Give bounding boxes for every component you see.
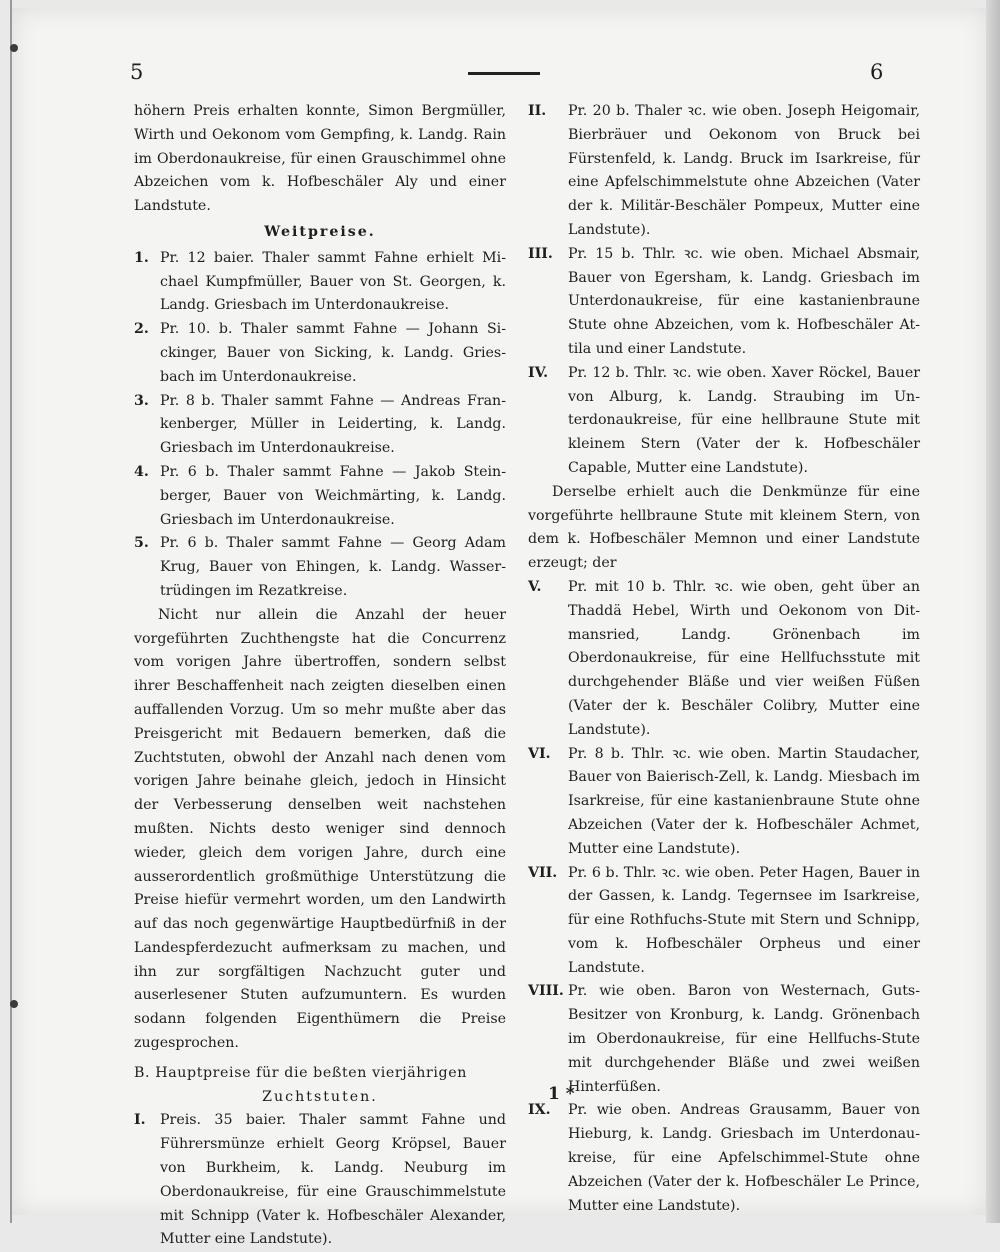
section-title: Weitpreise. — [264, 223, 376, 240]
page-edge — [986, 0, 1000, 1223]
prize-text: Pr. 12 baier. Thaler sammt Fahne erhielt Michael Kumpfmüller, Bauer von St. Georgen, k. Landg. Griesbach im Unterdonaukreise. — [160, 249, 506, 314]
prize-item — [134, 247, 506, 318]
prize-text: Pr. wie oben. Andreas Grausamm, Bauer von Hieburg, k. Landg. Griesbach im Unterdonaukreise, für eine Apfelschimmel-Stute ohne Abzeichen (Vater der k. Hofbeschäler Le Prince, Mutter eine Landstute). — [568, 1102, 920, 1214]
prize-number: II. — [528, 103, 547, 119]
intro-text: höhern Preis erhalten konnte, Simon Bergmüller, Wirth und Oekonom vom Gempfing, k. Landg. Rain im Oberdonaukreise, für einen Grauschimmel ohne Abzeichen vom k. Hofbeschäler Aly und einer Landstute. — [134, 103, 506, 215]
prize-item — [528, 743, 920, 862]
body-paragraph: Nicht nur allein die Anzahl der heuer vorgeführten Zuchthengste hat die Concurrenz vom vorigen Jahre übertroffen, sondern selbst ihrer Beschaffenheit nach zeigten dieselben einen auffallenden Vorzug. Um so mehr mußte aber das Preisgericht mit Bedauern bemerken, daß die Zuchtstuten, obwohl der Anzahl nach denen vom vorigen Jahre beinahe gleich, jedoch in Hinsicht der Verbesserung denselben weit nachstehen mußten. Nichts desto weniger sind dennoch wieder, gleich dem vorigen Jahre, durch eine ausserordentlich großmüthige Unterstützung die Preise hiefür vermehrt worden, um den Landwirth auf das noch gegenwärtige Hauptbedürfniß in der Landespferdezucht aufmerksam zu machen, und ihn zur sorgfältigen Nachzucht guter und auserlesener Stuten aufzumuntern. Es wurden sodann folgenden Eigenthümern die Preise zugesprochen. — [134, 606, 506, 1052]
prize-text: Pr. 12 b. Thlr. ꝛc. wie oben. Xaver Röckel, Bauer von Alburg, k. Landg. Straubing im Unterdonaukreise, für eine hellbraune Stute mit kleinem Stern (Vater der k. Hofbeschäler Capable, Mutter eine Landstute). — [568, 364, 920, 476]
section-heading-b: B. Hauptpreise für die beßten vierjährigen — [134, 1064, 467, 1081]
right-column — [528, 100, 920, 1218]
prize-item — [134, 390, 506, 461]
prize-item — [134, 318, 506, 389]
page-number-right: 6 — [870, 60, 885, 84]
prize-number: IX. — [528, 1102, 551, 1119]
intro-paragraph — [134, 100, 506, 219]
body-paragraph: Derselbe erhielt auch die Denkmünze für eine vorgeführte hellbraune Stute mit kleinem Stern, von dem k. Hofbeschäler Memnon und einer Landstute erzeugt; der — [528, 483, 920, 572]
prize-number: 2. — [134, 321, 149, 338]
prize-number: 4. — [134, 463, 149, 480]
prize-number: VIII. — [528, 983, 564, 1000]
prize-text: Pr. 6 b. Thlr. ꝛc. wie oben. Peter Hagen, Bauer in der Gassen, k. Landg. Tegernsee im Isarkreise, für eine Rothfuchs-Stute mit Stern und Schnipp, vom k. Hofbeschäler Orpheus und einer Landstute. — [568, 864, 920, 976]
prize-text: Pr. 6 b. Thaler sammt Fahne — Georg Adam Krug, Bauer von Ehingen, k. Landg. Wassertrüdingen im Rezatkreise. — [160, 535, 506, 599]
prize-item — [528, 576, 920, 743]
prize-text: Pr. mit 10 b. Thlr. ꝛc. wie oben, geht über an Thaddä Hebel, Wirth und Oekonom von Ditmansried, Landg. Grönenbach im Oberdonaukreise, für eine Hellfuchsstute mit durchgehender Bläße und vier weißen Füßen (Vater der k. Beschäler Colibry, Mutter eine Landstute). — [568, 578, 920, 738]
prize-text: Pr. 20 b. Thaler ꝛc. wie oben. Joseph Heigomair, Bierbräuer und Oekonom von Bruck bei Fürstenfeld, k. Landg. Bruck im Isarkreise, für eine Apfelschimmelstute ohne Abzeichen (Vater der k. Militär-Beschäler Pompeux, Mutter eine Landstute). — [568, 103, 920, 238]
page-number-left: 5 — [130, 60, 145, 84]
binding-hole — [10, 44, 18, 52]
section-heading-b-sub: Zuchtstuten. — [262, 1088, 378, 1105]
prize-number: VII. — [528, 864, 558, 881]
prize-text: Pr. 8 b. Thaler sammt Fahne — Andreas Frankenberger, Müller in Leiderting, k. Landg. Griesbach im Unterdonaukreise. — [160, 392, 506, 457]
prize-number: V. — [528, 578, 542, 595]
prize-number: 1. — [134, 249, 149, 266]
left-column — [134, 100, 506, 1252]
prize-number: I. — [134, 1112, 146, 1129]
prize-item — [134, 532, 506, 603]
prize-text: Pr. 15 b. Thlr. ꝛc. wie oben. Michael Absmair, Bauer von Egersham, k. Landg. Griesbach im Unterdonaukreise, für eine kastanienbraune Stute ohne Abzeichen, vom k. Hofbeschäler Attila und einer Landstute. — [568, 245, 920, 357]
prize-text: Pr. 8 b. Thlr. ꝛc. wie oben. Martin Staudacher, Bauer von Baierisch-Zell, k. Landg. Miesbach im Isarkreise, für eine kastanienbraune Stute ohne Abzeichen (Vater der k. Hofbeschäler Achmet, Mutter eine Landstute). — [568, 745, 920, 857]
prize-number: 5. — [134, 535, 149, 552]
prize-number: VI. — [528, 745, 551, 762]
prize-item — [528, 1099, 920, 1218]
prize-text: Pr. 6 b. Thaler sammt Fahne — Jakob Steinberger, Bauer von Weichmärting, k. Landg. Griesbach im Unterdonaukreise. — [160, 463, 506, 528]
prize-item — [528, 100, 920, 243]
prize-item — [134, 1109, 506, 1252]
prize-item — [528, 362, 920, 481]
prize-number: IV. — [528, 364, 549, 381]
binding-fold — [10, 0, 12, 1223]
prize-number: III. — [528, 245, 553, 262]
prize-number: 3. — [134, 392, 149, 409]
prize-item — [528, 862, 920, 981]
prize-text: Pr. wie oben. Baron von Westernach, GutsBesitzer von Kronburg, k. Landg. Grönenbach im Oberdonaukreise, für eine Hellfuchs-Stute mit durchgehender Bläße und zwei weißen Hinterfüßen. — [568, 983, 920, 1095]
prize-text: Preis. 35 baier. Thaler sammt Fahne und Führersmünze erhielt Georg Kröpsel, Bauer von Burkheim, k. Landg. Neuburg im Oberdonaukreise, für eine Grauschimmelstute mit Schnipp (Vater k. Hofbeschäler Alexander, Mutter eine Landstute). — [160, 1112, 506, 1248]
signature-mark: 1 * — [548, 1084, 575, 1104]
prize-item — [528, 243, 920, 362]
binding-hole — [10, 1000, 18, 1008]
prize-text: Pr. 10. b. Thaler sammt Fahne — Johann Sickinger, Bauer von Sicking, k. Landg. Griesbach im Unterdonaukreise. — [160, 321, 506, 385]
prize-item — [528, 980, 920, 1099]
prize-item — [134, 461, 506, 532]
header-rule — [468, 72, 540, 75]
